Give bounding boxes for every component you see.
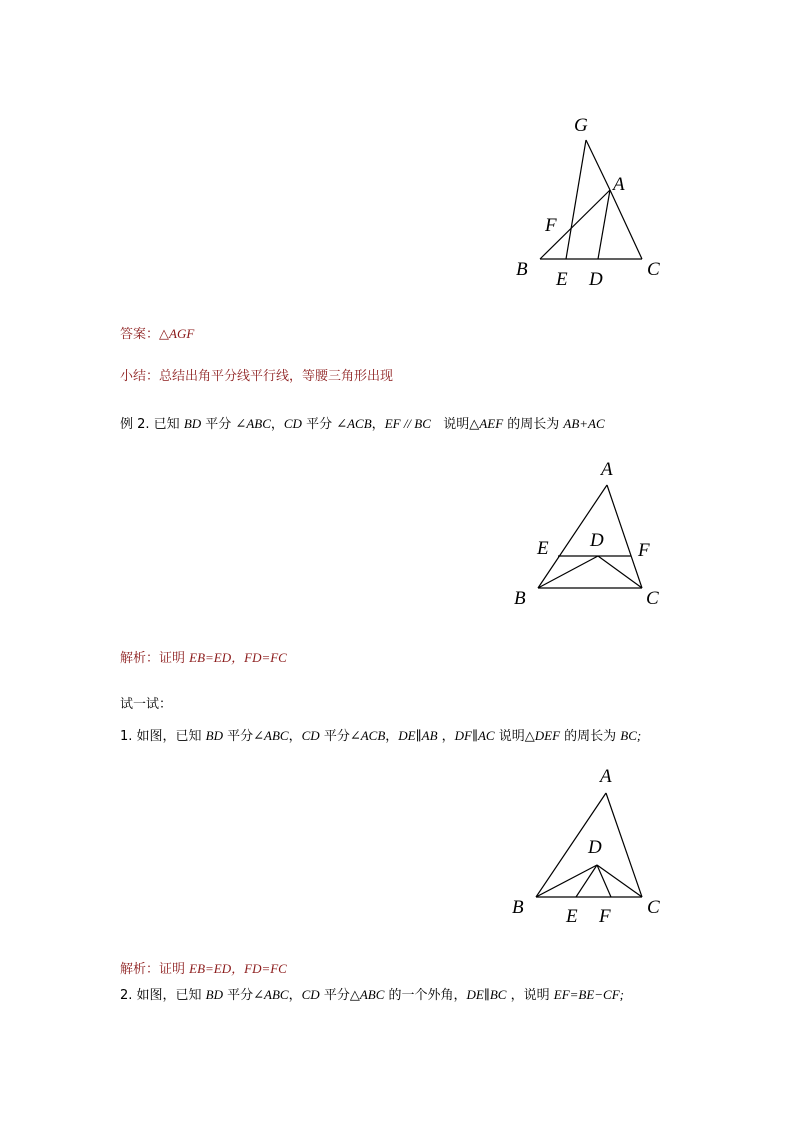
label-b: B xyxy=(514,588,526,609)
math-angle-abc: ∠ABC xyxy=(235,416,271,431)
text: 平分 xyxy=(223,988,254,1003)
math-angle-acb: ∠ACB xyxy=(349,728,386,743)
math-angle-abc: ∠ABC xyxy=(253,728,289,743)
example-2-statement xyxy=(120,416,605,433)
figure-2-triangle xyxy=(500,455,680,615)
label-e: E xyxy=(537,538,549,559)
label-f: F xyxy=(638,540,650,561)
text: 的一个外角， xyxy=(384,988,467,1003)
math-cd: CD xyxy=(283,416,302,431)
segment-bd xyxy=(538,556,598,588)
label-a: A xyxy=(601,459,613,480)
analysis-value: EB=ED，FD=FC xyxy=(189,961,287,976)
segment-bd xyxy=(536,865,597,897)
text: ，说明 xyxy=(506,988,554,1003)
math-cd: CD xyxy=(301,728,320,743)
math-cd: CD xyxy=(301,987,320,1002)
text: 说明△ xyxy=(430,417,480,432)
answer-label: 答案： xyxy=(120,327,160,342)
figure-1-triangle xyxy=(500,105,680,295)
segment-cd xyxy=(598,556,642,588)
label-b: B xyxy=(516,259,528,280)
problem-2-statement xyxy=(120,987,624,1004)
label-g: G xyxy=(574,115,588,136)
analysis-2-line xyxy=(120,961,287,978)
label-b: B xyxy=(512,897,524,918)
label-c: C xyxy=(647,259,660,280)
label-a: A xyxy=(600,766,612,787)
problem-1-statement xyxy=(120,728,641,745)
label-d: D xyxy=(590,530,604,551)
math-ab-plus-ac: AB+AC xyxy=(563,416,605,431)
analysis-value: EB=ED，FD=FC xyxy=(189,650,287,665)
text: ， xyxy=(270,417,284,432)
text: 平分 xyxy=(301,417,337,432)
label-e: E xyxy=(556,269,568,290)
text: 的周长为 xyxy=(560,729,621,744)
math-bc: BC; xyxy=(620,728,642,743)
math-de-parallel-bc: DE∥BC xyxy=(466,987,507,1002)
label-c: C xyxy=(647,897,660,918)
problem-2-prefix: 2. 如图，已知 xyxy=(120,988,206,1003)
summary-text: 小结：总结出角平分线平行线，等腰三角形出现 xyxy=(120,369,394,384)
try-title-text: 试一试： xyxy=(120,697,173,712)
segment-ga xyxy=(586,140,610,190)
label-f: F xyxy=(599,906,611,927)
math-aef: AEF xyxy=(479,416,504,431)
answer-value: △AGF xyxy=(159,326,195,341)
analysis-label: 解析：证明 xyxy=(120,651,190,666)
math-def: DEF xyxy=(534,728,561,743)
problem-1-prefix: 1. 如图，已知 xyxy=(120,729,206,744)
figure-3-triangle xyxy=(500,763,680,933)
math-ef-equation: EF=BE−CF; xyxy=(553,987,624,1002)
text: 说明△ xyxy=(494,729,535,744)
text: 平分 xyxy=(201,417,236,432)
label-c: C xyxy=(646,588,659,609)
label-a: A xyxy=(613,174,625,195)
analysis-1-line xyxy=(120,650,287,667)
label-d: D xyxy=(589,269,603,290)
math-abc: ABC xyxy=(359,987,385,1002)
text: 平分 xyxy=(223,729,254,744)
segment-ac xyxy=(607,485,642,588)
segment-ac xyxy=(606,793,642,897)
text: ， xyxy=(288,729,302,744)
math-bd: BD xyxy=(205,987,224,1002)
text: 平分 xyxy=(319,729,350,744)
math-bd: BD xyxy=(183,416,202,431)
segment-ac xyxy=(610,190,642,259)
answer-line xyxy=(120,326,194,343)
math-bd: BD xyxy=(205,728,224,743)
label-f: F xyxy=(545,215,557,236)
math-df-parallel-ac: DF∥AC xyxy=(454,728,495,743)
text: 的周长为 xyxy=(503,417,564,432)
segment-de xyxy=(576,865,597,897)
example-2-prefix: 例 2. 已知 xyxy=(120,417,184,432)
segment-ge xyxy=(566,140,586,259)
math-ef-parallel-bc: EF // BC xyxy=(384,416,431,431)
try-title xyxy=(120,697,172,713)
text: ， xyxy=(385,729,399,744)
label-e: E xyxy=(566,906,578,927)
math-angle-acb: ∠ACB xyxy=(336,416,372,431)
text: ， xyxy=(371,417,385,432)
text: 平分△ xyxy=(319,988,360,1003)
analysis-label: 解析：证明 xyxy=(120,962,190,977)
math-angle-abc: ∠ABC xyxy=(253,987,289,1002)
text: ， xyxy=(437,729,455,744)
summary-line xyxy=(120,369,393,385)
label-d: D xyxy=(588,837,602,858)
math-de-parallel-ab: DE∥AB xyxy=(398,728,438,743)
text: ， xyxy=(288,988,302,1003)
